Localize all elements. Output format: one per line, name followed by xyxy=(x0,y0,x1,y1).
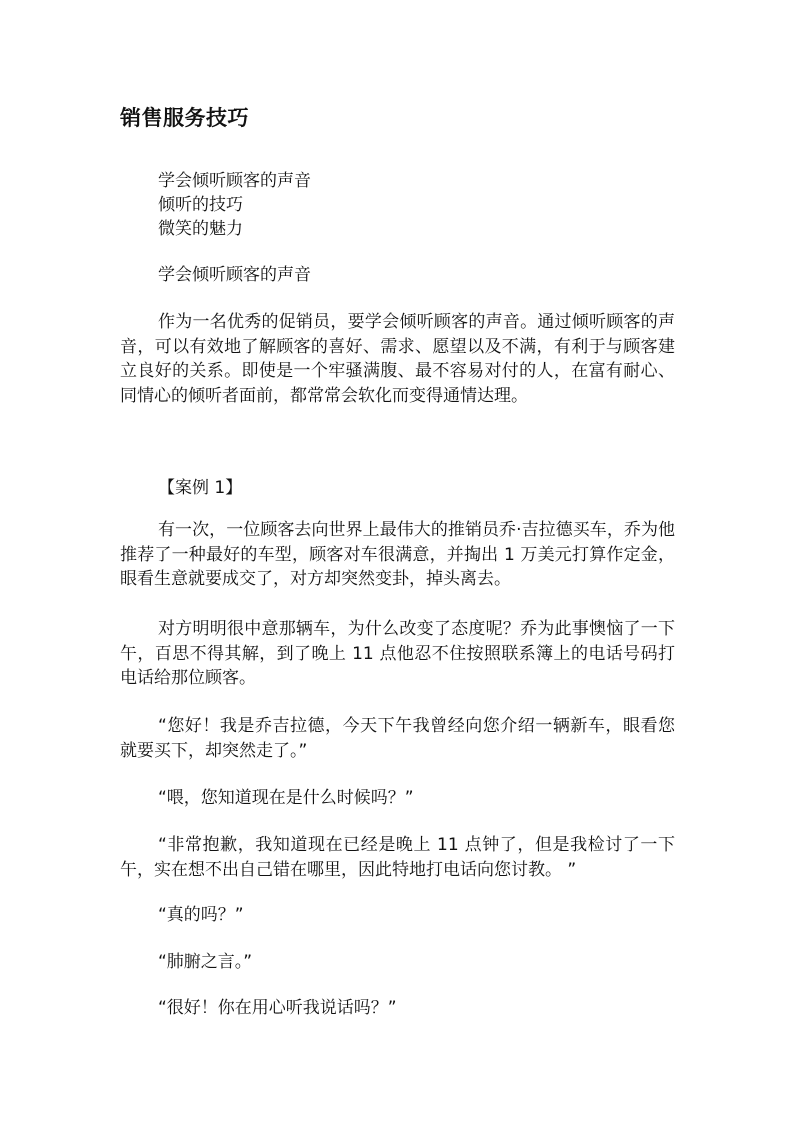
document-title: 销售服务技巧 xyxy=(120,106,249,130)
section-heading: 学会倾听顾客的声音 xyxy=(158,265,311,285)
dialogue-paragraph: “您好！我是乔吉拉德，今天下午我曾经向您介绍一辆新车，眼看您就要买下，却突然走了。” xyxy=(120,716,675,761)
toc-item: 学会倾听顾客的声音 xyxy=(158,171,311,191)
toc-item: 微笑的魅力 xyxy=(158,219,243,239)
intro-paragraph: 作为一名优秀的促销员，要学会倾听顾客的声音。通过倾听顾客的声音，可以有效地了解顾客的喜好、需求、愿望以及不满，有利于与顾客建立良好的关系。即使是一个牢骚满腹、最不容易对付的人，在富有耐心、同情心的倾听者面前，都常常会软化而变得通情达理。 xyxy=(120,312,675,406)
dialogue-paragraph: “非常抱歉，我知道现在已经是晚上 11 点钟了，但是我检讨了一下午，实在想不出自己错在哪里，因此特地打电话向您讨教。 ” xyxy=(120,835,675,880)
dialogue-paragraph: “真的吗？” xyxy=(158,905,244,925)
document-page xyxy=(120,0,675,1123)
dialogue-paragraph: “喂，您知道现在是什么时候吗？” xyxy=(158,788,414,808)
case-paragraph: 对方明明很中意那辆车，为什么改变了态度呢？乔为此事懊恼了一下午，百思不得其解，到了晚上 11 点他忍不住按照联系簿上的电话号码打电话给那位顾客。 xyxy=(120,619,675,688)
case-paragraph: 有一次，一位顾客去向世界上最伟大的推销员乔·吉拉德买车，乔为他推荐了一种最好的车型，顾客对车很满意，并掏出 1 万美元打算作定金，眼看生意就要成交了，对方却突然变卦，掉头离去。 xyxy=(120,520,675,589)
table-of-contents xyxy=(158,169,311,241)
dialogue-paragraph: “肺腑之言。” xyxy=(158,952,253,972)
case-label: 【案例 1】 xyxy=(158,478,243,498)
toc-item: 倾听的技巧 xyxy=(158,195,243,215)
dialogue-paragraph: “很好！你在用心听我说话吗？” xyxy=(158,998,397,1018)
